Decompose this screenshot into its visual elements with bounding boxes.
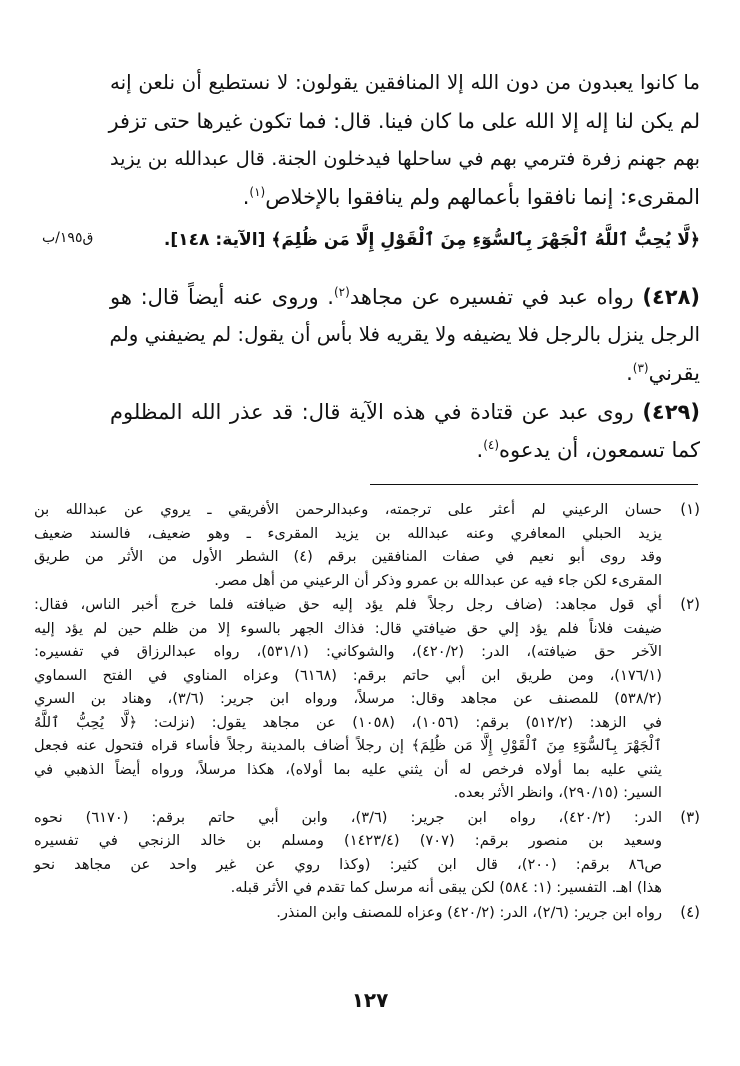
- footnote-line: أي قول مجاهد: (ضاف رجل رجلاً فلم يؤد إليه حق ضيافته فلما خرج أخبر الناس، فقال:: [34, 596, 662, 613]
- text-line: بهم جهنم زفرة فترمي بهم في ساحلها فيدخلون الجنة. قال عبدالله بن يزيد: [110, 147, 700, 170]
- paragraph-1: [110, 64, 700, 216]
- text-fragment: .: [626, 361, 633, 385]
- text-line: [110, 178, 700, 216]
- footnote-line: وسعيد بن منصور برقم: (٧٠٧) (١٤٢٣/٤) ومسلم بن خالد الزنجي في تفسيره: [34, 832, 663, 849]
- footnote-ref: (١): [249, 185, 266, 199]
- text-line: لم يكن لنا إله إلا الله على ما كان فينا. قال: فما تكون غيرها حتى تزفر: [108, 109, 700, 133]
- footnote-4: [34, 901, 700, 925]
- text-fragment: كما تسمعون، أن يدعوه: [499, 438, 700, 462]
- footnote-2: [34, 593, 700, 805]
- footnote-number: (٣): [680, 807, 700, 826]
- footnote-1: [34, 498, 700, 592]
- footnote-line: في الزهد: (٥١٢/٢) برقم: (١٠٥٦)، (١٠٥٨) عن مجاهد يقول: (نزلت: ﴿لَّا يُحِبُّ ٱللَّهُ: [34, 713, 662, 731]
- footnotes: [34, 498, 700, 925]
- narration-number: (٤٢٩): [642, 400, 700, 424]
- footnote-separator: [370, 484, 698, 485]
- text-fragment: .: [476, 438, 484, 462]
- narration-428: [110, 278, 700, 392]
- text-fragment: . وروى عنه أيضاً قال: هو: [110, 285, 334, 309]
- footnote-line: يزيد الحبلي المعافري وعنه عبدالله بن يزيد المقرىء ـ وهو ضعيف، فالسند ضعيف: [34, 524, 662, 542]
- footnote-line: (١٧٦/١)، ومن طريق ابن أبي حاتم برقم: (٦١٦٨) وعزاه المناوي في الفتح السماوي: [34, 666, 662, 684]
- footnote-number: (١): [680, 500, 700, 518]
- footnote-number: (٢): [680, 595, 700, 613]
- footnote-ref: (٣): [632, 361, 649, 375]
- footnote-line: السير: (٢٩٠/١٥)، وانظر الأثر بعده.: [453, 784, 662, 801]
- footnote-line: ضيفت فلاناً فلم يؤد إلي حق ضيافتي قال: فذاك الجهر بالسوء إلا من ظلم حين لم يؤد إليه: [34, 619, 662, 637]
- narration-number: (٤٢٨): [642, 285, 700, 309]
- footnote-3: [34, 806, 700, 900]
- text-line: ما كانوا يعبدون من دون الله إلا المنافقين يقولون: لا نستطيع أن نلعن إنه: [110, 71, 700, 94]
- narration-429: [110, 393, 700, 469]
- footnote-line: وقد روى أبو نعيم في صفات المنافقين برقم (٤) الشطر الأول من الأثر من طريق: [34, 548, 662, 565]
- footnote-line: حسان الرعيني لم أعثر على ترجمته، وعبدالرحمن الأفريقي ـ يروي عن عبدالله بن: [34, 501, 662, 518]
- footnote-line: الآخر حق ضيافته)، الدر: (٤٢٠/٢)، والشوكاني: (٥٣١/١)، رواه عبدالرزاق في تفسيره:: [34, 643, 662, 660]
- footnote-ref: (٤): [483, 438, 500, 452]
- text-line: [110, 278, 700, 316]
- text-fragment: يقرني: [648, 361, 700, 385]
- text-fragment: روى عبد عن قتادة في هذه الآية قال: قد عذر الله المظلوم: [110, 400, 634, 424]
- footnote-number: (٤): [680, 902, 700, 921]
- text-fragment: رواه عبد في تفسيره عن مجاهد: [349, 285, 634, 309]
- text-line: [110, 354, 700, 392]
- text-fragment: .: [242, 185, 250, 209]
- footnote-line: المقرىء لكن جاء فيه عن عبدالله بن عمرو وذكر أن الرعيني من أهل مصر.: [214, 571, 662, 589]
- text-line: الرجل ينزل بالرجل فلا يضيفه ولا يقريه فلا بأس أن يقول: لم يضيفني ولم: [109, 323, 700, 346]
- page-number: ١٢٧: [351, 988, 389, 1012]
- text-fragment: المقرىء: إنما نافقوا بأعمالهم ولم ينافقوا بالإخلاص: [265, 185, 700, 209]
- text-line: [110, 393, 700, 431]
- footnote-line: ص٨٦ برقم: (٢٠٠)، قال ابن كثير: (وكذا روي عن غير واحد عن مجاهد نحو: [34, 855, 662, 873]
- footnote-line: (٥٣٨/٢) للمصنف عن مجاهد وقال: مرسلاً، ورواه ابن جرير: (٣/٦)، وهناد بن السري: [34, 690, 662, 707]
- manuscript-margin-note: ق١٩٥/ب: [42, 230, 94, 246]
- footnote-line: الدر: (٤٢٠/٢)، رواه ابن جرير: (٣/٦)، وابن أبي حاتم برقم: (٦١٧٠) نحوه: [34, 808, 663, 826]
- footnote-line: ٱلْجَهْرَ بِٱلسُّوٓءِ مِنَ ٱلْقَوْلِ إِلَّا مَن ظُلِمَ﴾ إن رجلاً أضاف بالمدينة رجلاً فأساء قراه فتحول عنه فجعل: [34, 737, 662, 754]
- footnote-line: يثني عليه بما أولاه فرخص له أن يثني عليه بما أولاه)، هكذا مرسلاً، ورواه أيضاً الذهبي في: [34, 760, 662, 778]
- footnote-line: هذا) اهـ. التفسير: (١: ٥٨٤) لكن يبقى أنه مرسل كما تقدم في الأثر قبله.: [230, 879, 662, 896]
- text-line: [110, 431, 700, 469]
- footnote-ref: (٢): [333, 285, 350, 299]
- quran-verse: ﴿لَّا يُحِبُّ ٱللَّهُ ٱلْجَهْرَ بِٱلسُّوٓءِ مِنَ ٱلْقَوْلِ إِلَّا مَن ظُلِمَ﴾ [الآية: ١٤٨].: [163, 230, 700, 250]
- footnote-line: رواه ابن جرير: (٢/٦)، الدر: (٤٢٠/٢) وعزاه للمصنف وابن المنذر.: [276, 903, 662, 921]
